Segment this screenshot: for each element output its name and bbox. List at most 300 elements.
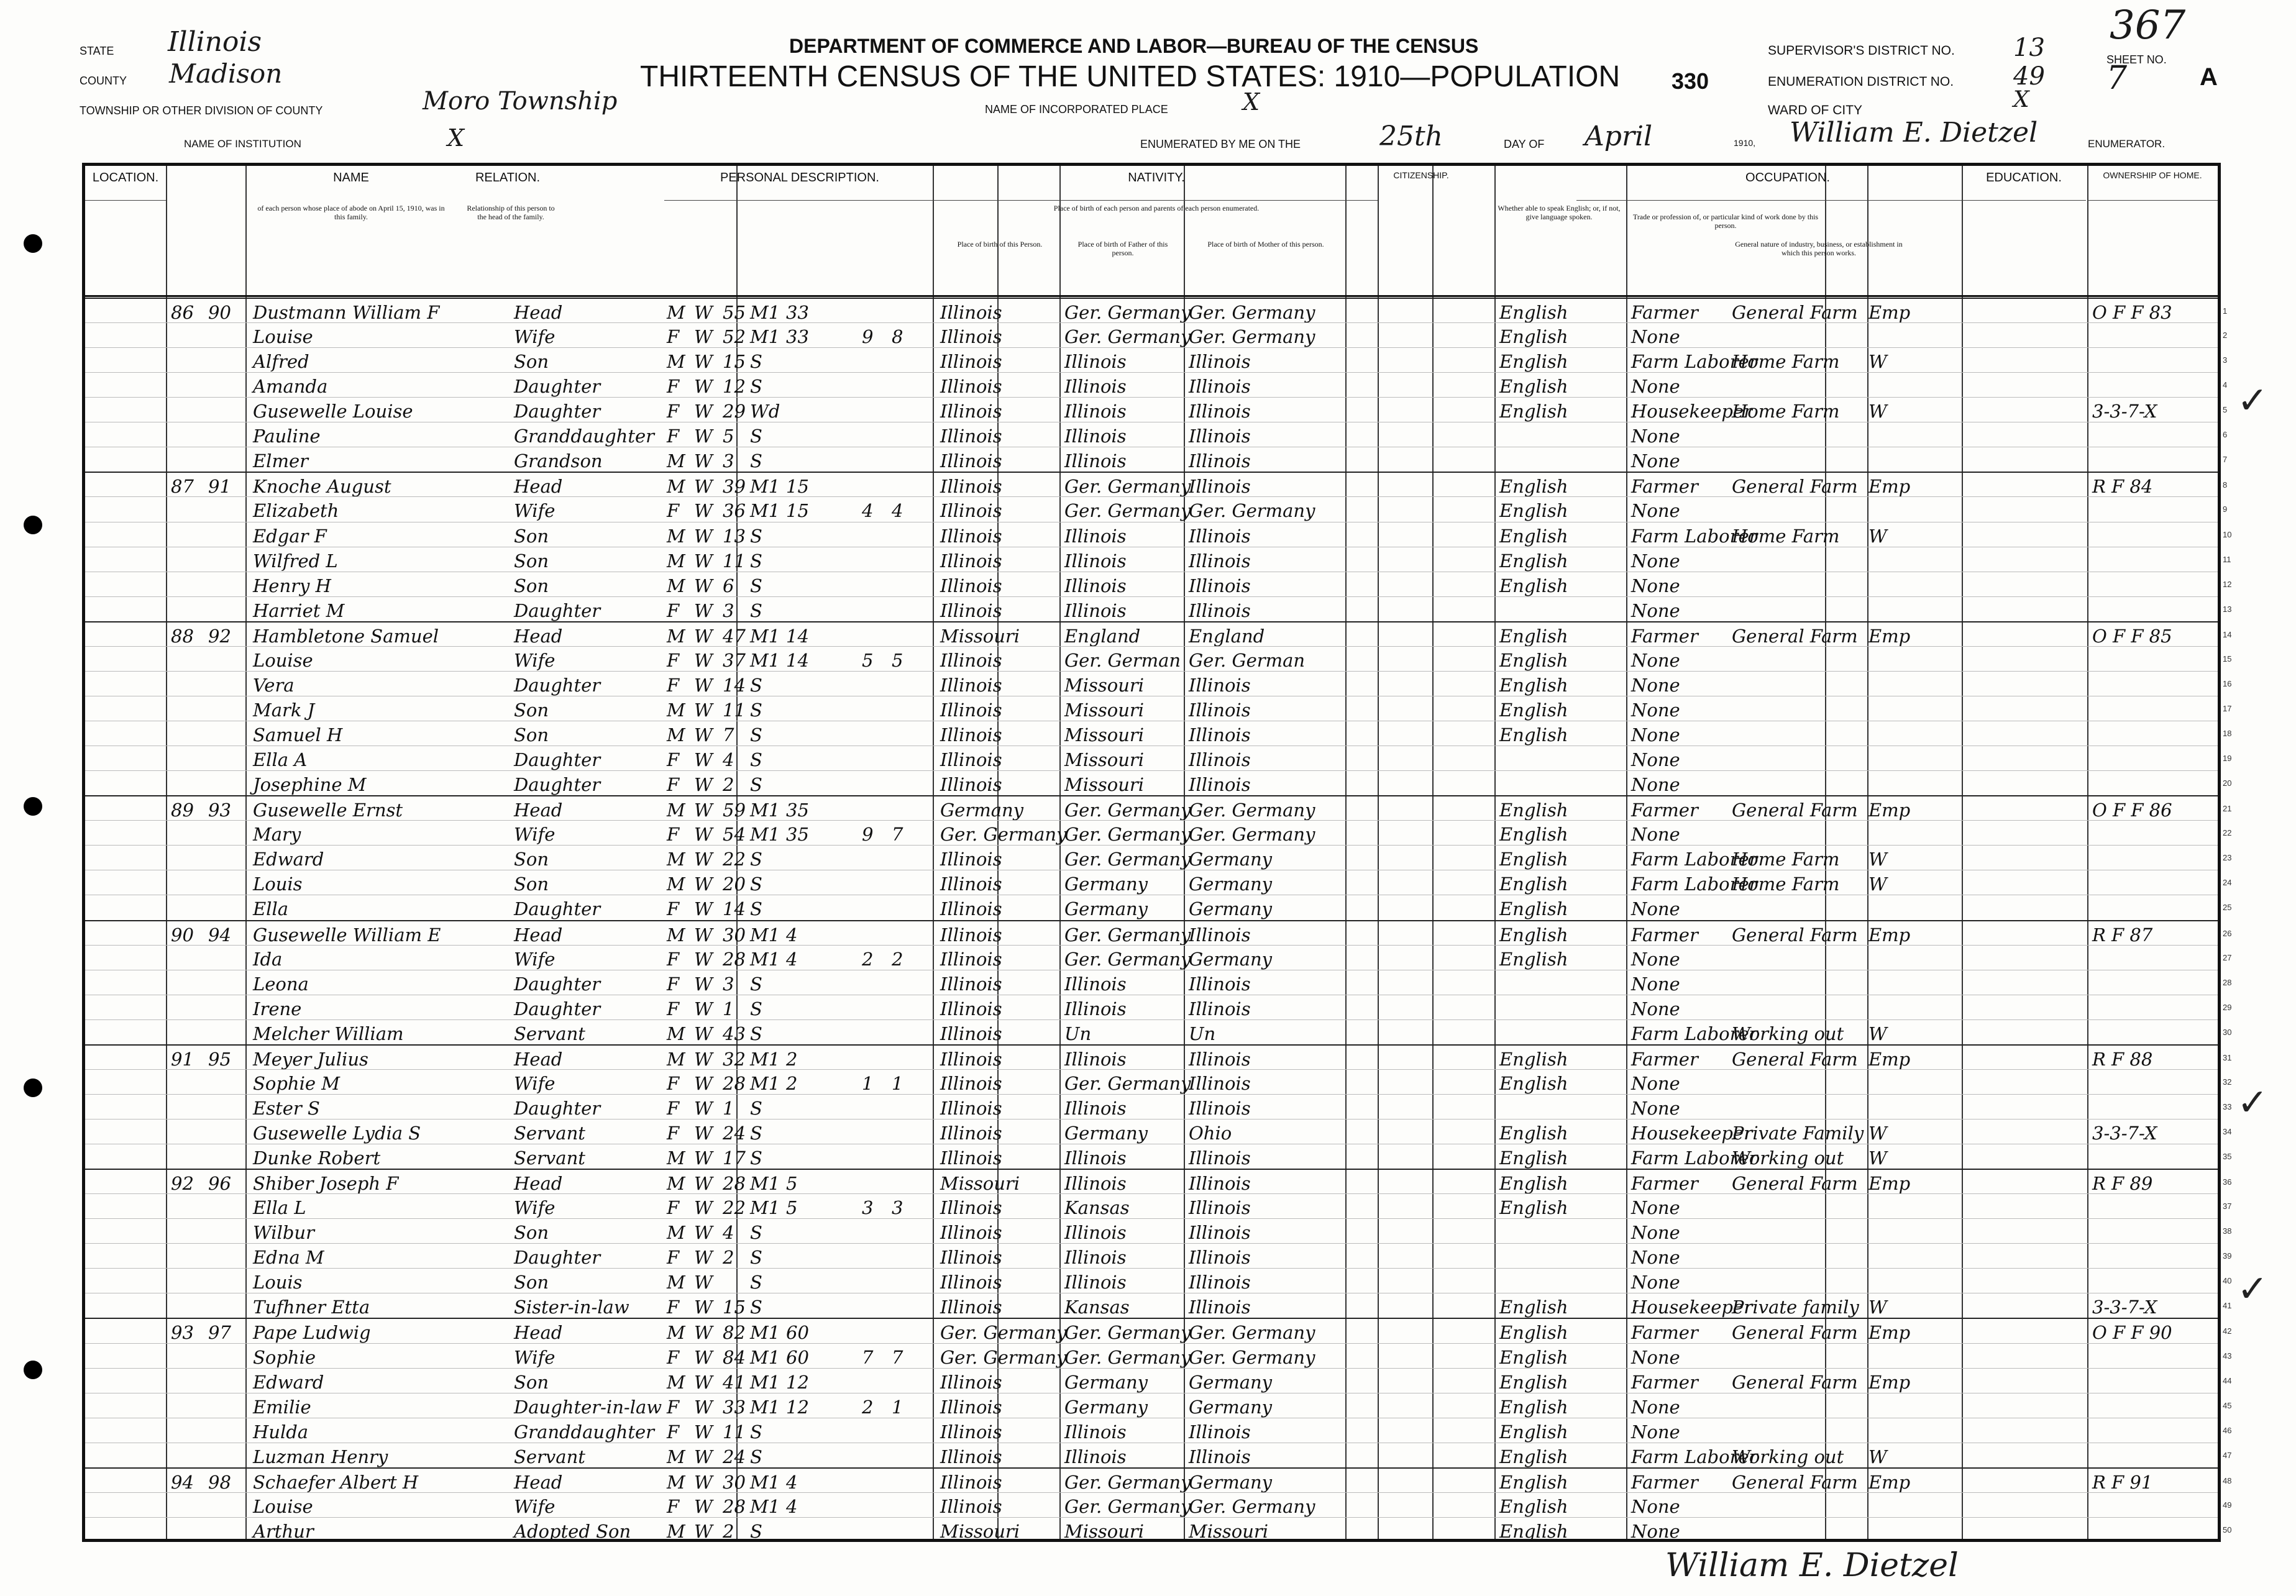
cell-occ: None — [1631, 1520, 1680, 1542]
cell-age: 11 — [723, 1421, 746, 1443]
cell-occ: Farmer — [1631, 1173, 1698, 1195]
cell-name: Sophie M — [253, 1072, 340, 1094]
cell-rel: Son — [514, 873, 549, 895]
cell-fbp: Illinois — [1064, 575, 1127, 596]
cell-mbp: Illinois — [1189, 924, 1251, 946]
cell-lang: English — [1499, 500, 1568, 522]
cell-lang: English — [1499, 849, 1568, 870]
cell-occ: Farmer — [1631, 1048, 1698, 1070]
cell-fbp: Illinois — [1064, 1173, 1127, 1195]
cell-sex: F — [667, 500, 680, 522]
line-number: 40 — [2223, 1276, 2232, 1286]
cell-rel: Wife — [514, 824, 556, 846]
sheet-label: SHEET NO. — [2106, 53, 2167, 66]
cell-bp: Illinois — [940, 1272, 1002, 1293]
cell-mbp: Illinois — [1189, 1173, 1251, 1195]
line-number: 47 — [2223, 1450, 2232, 1460]
line-number: 37 — [2223, 1202, 2232, 1211]
enumerated-month: April — [1585, 121, 1653, 152]
cell-age: 11 — [723, 699, 746, 721]
cell-age: 55 — [723, 302, 746, 323]
table-row — [85, 1318, 2232, 1344]
cell-occ: None — [1631, 699, 1680, 721]
cell-ms: S — [750, 973, 762, 995]
cell-rel: Head — [514, 1173, 563, 1195]
cell-lang: English — [1499, 550, 1568, 572]
cell-age: 54 — [723, 824, 746, 846]
cell-mbp: Illinois — [1189, 998, 1251, 1019]
table-row — [85, 820, 2232, 846]
cell-occ: None — [1631, 550, 1680, 572]
col-relation: RELATION. — [475, 171, 541, 185]
cell-bp: Illinois — [940, 1197, 1002, 1219]
cell-sex: M — [667, 724, 685, 746]
cell-own: R F 91 — [2092, 1471, 2153, 1493]
cell-ch1: 4 — [862, 500, 874, 522]
cell-mbp: Ger. Germany — [1189, 302, 1315, 323]
cell-mbp: Illinois — [1189, 401, 1251, 422]
line-number: 1 — [2223, 306, 2228, 316]
cell-name: Emilie — [253, 1396, 311, 1418]
line-number: 2 — [2223, 331, 2228, 340]
line-number: 32 — [2223, 1077, 2232, 1087]
cell-lang: English — [1499, 1122, 1568, 1144]
cell-occ: Farmer — [1631, 302, 1698, 323]
cell-name: Dunke Robert — [253, 1147, 381, 1169]
cell-mbp: Illinois — [1189, 1421, 1251, 1443]
table-row — [85, 1517, 2232, 1543]
cell-sex: M — [667, 550, 685, 572]
cell-race: W — [694, 376, 713, 398]
cell-own: R F 89 — [2092, 1173, 2153, 1195]
cell-sex: F — [667, 401, 680, 422]
cell-fbp: Illinois — [1064, 550, 1127, 572]
cell-race: W — [694, 649, 713, 671]
cell-name: Ester S — [253, 1097, 320, 1119]
cell-fbp: Missouri — [1064, 674, 1145, 696]
cell-fbp: Ger. Germany — [1064, 500, 1191, 522]
col-personal: PERSONAL DESCRIPTION. — [720, 171, 879, 185]
cell-ms: S — [750, 674, 762, 696]
line-number: 21 — [2223, 804, 2232, 814]
supervisor-value: 13 — [2013, 34, 2045, 62]
table-row — [85, 1368, 2232, 1393]
cell-sex: M — [667, 1471, 685, 1493]
cell-fam: 92 — [208, 625, 231, 647]
cell-fbp: Illinois — [1064, 1421, 1127, 1443]
cell-mbp: Illinois — [1189, 1147, 1251, 1169]
cell-mbp: England — [1189, 625, 1265, 647]
cell-name: Knoche August — [253, 476, 391, 498]
cell-lang: English — [1499, 1346, 1568, 1368]
township-value: Moro Township — [423, 87, 618, 116]
cell-race: W — [694, 500, 713, 522]
cell-emp: Emp — [1868, 476, 1911, 498]
cell-ms: S — [750, 1097, 762, 1119]
line-number: 50 — [2223, 1525, 2232, 1534]
cell-name: Mary — [253, 824, 301, 846]
cell-fbp: Ger. Germany — [1064, 948, 1191, 970]
cell-sex: M — [667, 1048, 685, 1070]
cell-occ: Farm Laborer — [1631, 873, 1758, 895]
cell-mbp: Un — [1189, 1023, 1216, 1044]
cell-dw: 88 — [171, 625, 194, 647]
cell-ind: Home Farm — [1732, 849, 1840, 870]
col-name-sub: of each person whose place of abode on April 15, 1910, was in this family. — [257, 204, 445, 221]
cell-fbp: Ger. Germany — [1064, 800, 1191, 821]
cell-sex: F — [667, 749, 680, 771]
cell-ind: General Farm — [1732, 1371, 1858, 1393]
incorporated-value: X — [1243, 88, 1260, 116]
line-number: 11 — [2223, 554, 2231, 564]
cell-bp: Illinois — [940, 998, 1002, 1019]
county-label: COUNTY — [80, 75, 127, 87]
cell-age: 14 — [723, 898, 746, 920]
cell-fbp: Illinois — [1064, 1048, 1127, 1070]
ward-label: WARD OF CITY — [1768, 103, 1863, 117]
table-row — [85, 1019, 2232, 1045]
cell-sex: M — [667, 1222, 685, 1244]
cell-name: Elizabeth — [253, 500, 339, 522]
cell-race: W — [694, 948, 713, 970]
table-row — [85, 845, 2232, 870]
cell-fam: 97 — [208, 1322, 231, 1344]
cell-ms: M1 — [750, 1048, 780, 1070]
cell-ch1: 5 — [862, 649, 874, 671]
cell-bp: Illinois — [940, 1421, 1002, 1443]
cell-mbp: Illinois — [1189, 674, 1251, 696]
cell-age: 4 — [723, 1222, 734, 1244]
cell-lang: English — [1499, 1421, 1568, 1443]
cell-race: W — [694, 998, 713, 1019]
cell-ms: M1 — [750, 326, 780, 348]
cell-fbp: Ger. Germany — [1064, 326, 1191, 348]
cell-mbp: Illinois — [1189, 973, 1251, 995]
cell-race: W — [694, 1173, 713, 1195]
cell-age: 82 — [723, 1322, 746, 1344]
cell-occ: None — [1631, 1346, 1680, 1368]
cell-emp: W — [1868, 525, 1887, 547]
cell-race: W — [694, 600, 713, 621]
cell-bp: Illinois — [940, 1297, 1002, 1318]
binder-hole — [24, 234, 42, 253]
col-location: LOCATION. — [92, 171, 159, 185]
cell-fam: 93 — [208, 800, 231, 821]
cell-fbp: Kansas — [1064, 1197, 1130, 1219]
cell-bp: Germany — [940, 800, 1024, 821]
cell-ms: M1 — [750, 1322, 780, 1344]
cell-bp: Illinois — [940, 873, 1002, 895]
cell-ind: Home Farm — [1732, 401, 1840, 422]
cell-race: W — [694, 924, 713, 946]
cell-fbp: Illinois — [1064, 525, 1127, 547]
cell-age: 24 — [723, 1122, 746, 1144]
cell-fbp: Illinois — [1064, 1272, 1127, 1293]
cell-bp: Ger. Germany — [940, 1322, 1067, 1344]
cell-mbp: Illinois — [1189, 1446, 1251, 1467]
cell-occ: Farmer — [1631, 800, 1698, 821]
cell-occ: None — [1631, 376, 1680, 398]
cell-ind: General Farm — [1732, 1471, 1858, 1493]
cell-yrs: 35 — [786, 824, 809, 846]
cell-ms: S — [750, 1421, 762, 1443]
cell-lang: English — [1499, 1297, 1568, 1318]
cell-fam: 98 — [208, 1471, 231, 1493]
col-citizenship: CITIZENSHIP. — [1393, 170, 1449, 180]
cell-age: 15 — [723, 351, 746, 373]
cell-race: W — [694, 302, 713, 323]
cell-bp: Illinois — [940, 1446, 1002, 1467]
cell-fbp: Illinois — [1064, 1097, 1127, 1119]
cell-age: 17 — [723, 1147, 746, 1169]
cell-sex: M — [667, 302, 685, 323]
cell-rel: Daughter — [514, 973, 601, 995]
line-number: 42 — [2223, 1326, 2232, 1336]
cell-rel: Servant — [514, 1122, 585, 1144]
cell-dw: 92 — [171, 1173, 194, 1195]
table-row — [85, 1418, 2232, 1443]
cell-bp: Illinois — [940, 649, 1002, 671]
sheet-value: 7 — [2106, 60, 2128, 97]
cell-sex: F — [667, 1097, 680, 1119]
cell-emp: W — [1868, 1147, 1887, 1169]
cell-lang: English — [1499, 1173, 1568, 1195]
cell-rel: Daughter — [514, 898, 601, 920]
cell-ms: M1 — [750, 476, 780, 498]
cell-race: W — [694, 1297, 713, 1318]
cell-name: Harriet M — [253, 600, 345, 621]
cell-yrs: 12 — [786, 1396, 809, 1418]
cell-fbp: Illinois — [1064, 973, 1127, 995]
cell-occ: None — [1631, 1247, 1680, 1269]
cell-mbp: Illinois — [1189, 1297, 1251, 1318]
cell-rel: Son — [514, 575, 549, 596]
cell-ms: S — [750, 351, 762, 373]
cell-bp: Illinois — [940, 898, 1002, 920]
line-number: 25 — [2223, 903, 2232, 913]
cell-age: 36 — [723, 500, 746, 522]
cell-mbp: Illinois — [1189, 699, 1251, 721]
cell-ms: S — [750, 1147, 762, 1169]
supervisor-label: SUPERVISOR'S DISTRICT NO. — [1768, 43, 1955, 58]
cell-lang: English — [1499, 376, 1568, 398]
cell-name: Louise — [253, 649, 313, 671]
cell-age: 32 — [723, 1048, 746, 1070]
cell-race: W — [694, 824, 713, 846]
cell-yrs: 60 — [786, 1346, 809, 1368]
cell-age: 2 — [723, 1520, 734, 1542]
cell-fbp: Ger. Germany — [1064, 1495, 1191, 1517]
cell-age: 22 — [723, 849, 746, 870]
enumerator-name: William E. Dietzel — [1790, 117, 2038, 148]
cell-lang: English — [1499, 948, 1568, 970]
cell-bp: Illinois — [940, 476, 1002, 498]
cell-age: 5 — [723, 426, 734, 447]
cell-own: 3-3-7-X — [2092, 1297, 2157, 1318]
table-row — [85, 1293, 2232, 1318]
cell-sex: M — [667, 1147, 685, 1169]
table-row — [85, 945, 2232, 970]
census-title: THIRTEENTH CENSUS OF THE UNITED STATES: 1910—POPULATION — [640, 60, 1621, 93]
table-row — [85, 995, 2232, 1020]
cell-sex: M — [667, 450, 685, 472]
cell-mbp: Illinois — [1189, 476, 1251, 498]
cell-bp: Missouri — [940, 1173, 1020, 1195]
cell-lang: English — [1499, 800, 1568, 821]
cell-rel: Son — [514, 699, 549, 721]
cell-sex: F — [667, 1396, 680, 1418]
cell-bp: Illinois — [940, 550, 1002, 572]
cell-occ: None — [1631, 824, 1680, 846]
table-row — [85, 1443, 2232, 1468]
cell-name: Hulda — [253, 1421, 309, 1443]
line-number: 34 — [2223, 1126, 2232, 1136]
cell-sex: F — [667, 1122, 680, 1144]
cell-occ: Farm Laborer — [1631, 1147, 1758, 1169]
cell-ms: S — [750, 749, 762, 771]
binder-hole — [24, 1361, 42, 1379]
line-number: 14 — [2223, 629, 2232, 639]
line-number: 7 — [2223, 455, 2228, 465]
cell-age: 2 — [723, 774, 734, 796]
cell-ind: Private Family — [1732, 1122, 1864, 1144]
cell-rel: Head — [514, 800, 563, 821]
cell-race: W — [694, 898, 713, 920]
corner-number: 367 — [2110, 2, 2186, 48]
cell-mbp: Germany — [1189, 849, 1273, 870]
cell-occ: None — [1631, 1097, 1680, 1119]
line-number: 18 — [2223, 729, 2232, 739]
cell-fbp: Missouri — [1064, 749, 1145, 771]
cell-rel: Son — [514, 1272, 549, 1293]
cell-sex: F — [667, 898, 680, 920]
cell-name: Gusewelle Louise — [253, 401, 413, 422]
cell-mbp: Ger. Germany — [1189, 800, 1315, 821]
cell-fbp: Germany — [1064, 1396, 1148, 1418]
cell-lang: English — [1499, 1520, 1568, 1542]
cell-emp: W — [1868, 401, 1887, 422]
table-row — [85, 1193, 2232, 1219]
cell-ch2: 7 — [892, 824, 903, 846]
cell-rel: Daughter — [514, 998, 601, 1019]
cell-sex: M — [667, 1446, 685, 1467]
table-row — [85, 1492, 2232, 1518]
cell-emp: Emp — [1868, 1048, 1911, 1070]
cell-occ: None — [1631, 898, 1680, 920]
cell-age: 24 — [723, 1446, 746, 1467]
cell-emp: W — [1868, 1297, 1887, 1318]
cell-rel: Wife — [514, 1495, 556, 1517]
checkmark-icon: ✓ — [2237, 379, 2269, 422]
cell-mbp: Ger. Germany — [1189, 326, 1315, 348]
cell-name: Henry H — [253, 575, 331, 596]
cell-rel: Wife — [514, 500, 556, 522]
cell-dw: 90 — [171, 924, 194, 946]
cell-sex: F — [667, 1346, 680, 1368]
cell-rel: Son — [514, 550, 549, 572]
cell-lang: English — [1499, 1396, 1568, 1418]
cell-occ: None — [1631, 575, 1680, 596]
table-row — [85, 1044, 2232, 1070]
table-row — [85, 621, 2232, 647]
cell-rel: Son — [514, 351, 549, 373]
cell-rel: Head — [514, 625, 563, 647]
line-number: 13 — [2223, 604, 2232, 614]
line-number: 15 — [2223, 654, 2232, 663]
cell-race: W — [694, 575, 713, 596]
cell-age: 14 — [723, 674, 746, 696]
cell-lang: English — [1499, 575, 1568, 596]
cell-ms: M1 — [750, 1495, 780, 1517]
cell-name: Vera — [253, 674, 295, 696]
cell-age: 28 — [723, 1173, 746, 1195]
cell-age: 52 — [723, 326, 746, 348]
cell-name: Ella A — [253, 749, 308, 771]
line-number: 30 — [2223, 1027, 2232, 1037]
cell-dw: 91 — [171, 1048, 194, 1070]
cell-occ: Housekeeper — [1631, 401, 1752, 422]
census-table — [82, 163, 2232, 1542]
line-number: 36 — [2223, 1177, 2232, 1187]
cell-sex: F — [667, 674, 680, 696]
cell-fbp: Ger. Germany — [1064, 302, 1191, 323]
cell-bp: Illinois — [940, 401, 1002, 422]
cell-fbp: Germany — [1064, 1371, 1148, 1393]
line-number: 38 — [2223, 1226, 2232, 1236]
cell-lang: English — [1499, 824, 1568, 846]
cell-race: W — [694, 1023, 713, 1044]
cell-rel: Daughter-in-law — [514, 1396, 662, 1418]
cell-name: Meyer Julius — [253, 1048, 368, 1070]
cell-rel: Son — [514, 525, 549, 547]
cell-occ: Farmer — [1631, 476, 1698, 498]
cell-occ: None — [1631, 450, 1680, 472]
cell-sex: F — [667, 1421, 680, 1443]
cell-race: W — [694, 1122, 713, 1144]
cell-ch2: 5 — [892, 649, 903, 671]
cell-occ: Farmer — [1631, 924, 1698, 946]
cell-ind: General Farm — [1732, 476, 1858, 498]
cell-ms: S — [750, 426, 762, 447]
cell-ch2: 4 — [892, 500, 903, 522]
cell-mbp: Ger. Germany — [1189, 1322, 1315, 1344]
cell-bp: Illinois — [940, 1471, 1002, 1493]
cell-fbp: Germany — [1064, 898, 1148, 920]
cell-age: 28 — [723, 948, 746, 970]
cell-ms: S — [750, 575, 762, 596]
cell-mbp: Illinois — [1189, 376, 1251, 398]
cell-name: Sophie — [253, 1346, 316, 1368]
cell-bp: Illinois — [940, 1222, 1002, 1244]
cell-name: Mark J — [253, 699, 315, 721]
cell-fam: 95 — [208, 1048, 231, 1070]
cell-occ: None — [1631, 1272, 1680, 1293]
line-number: 44 — [2223, 1375, 2232, 1385]
cell-age: 84 — [723, 1346, 746, 1368]
table-row — [85, 920, 2232, 946]
cell-race: W — [694, 1272, 713, 1293]
cell-rel: Granddaughter — [514, 1421, 655, 1443]
cell-name: Tufhner Etta — [253, 1297, 370, 1318]
cell-fbp: Ger. German — [1064, 649, 1181, 671]
cell-ms: M1 — [750, 800, 780, 821]
cell-yrs: 5 — [786, 1173, 798, 1195]
cell-own: 3-3-7-X — [2092, 401, 2157, 422]
cell-sex: F — [667, 1247, 680, 1269]
cell-rel: Servant — [514, 1023, 585, 1044]
cell-bp: Ger. Germany — [940, 824, 1067, 846]
cell-ms: S — [750, 376, 762, 398]
